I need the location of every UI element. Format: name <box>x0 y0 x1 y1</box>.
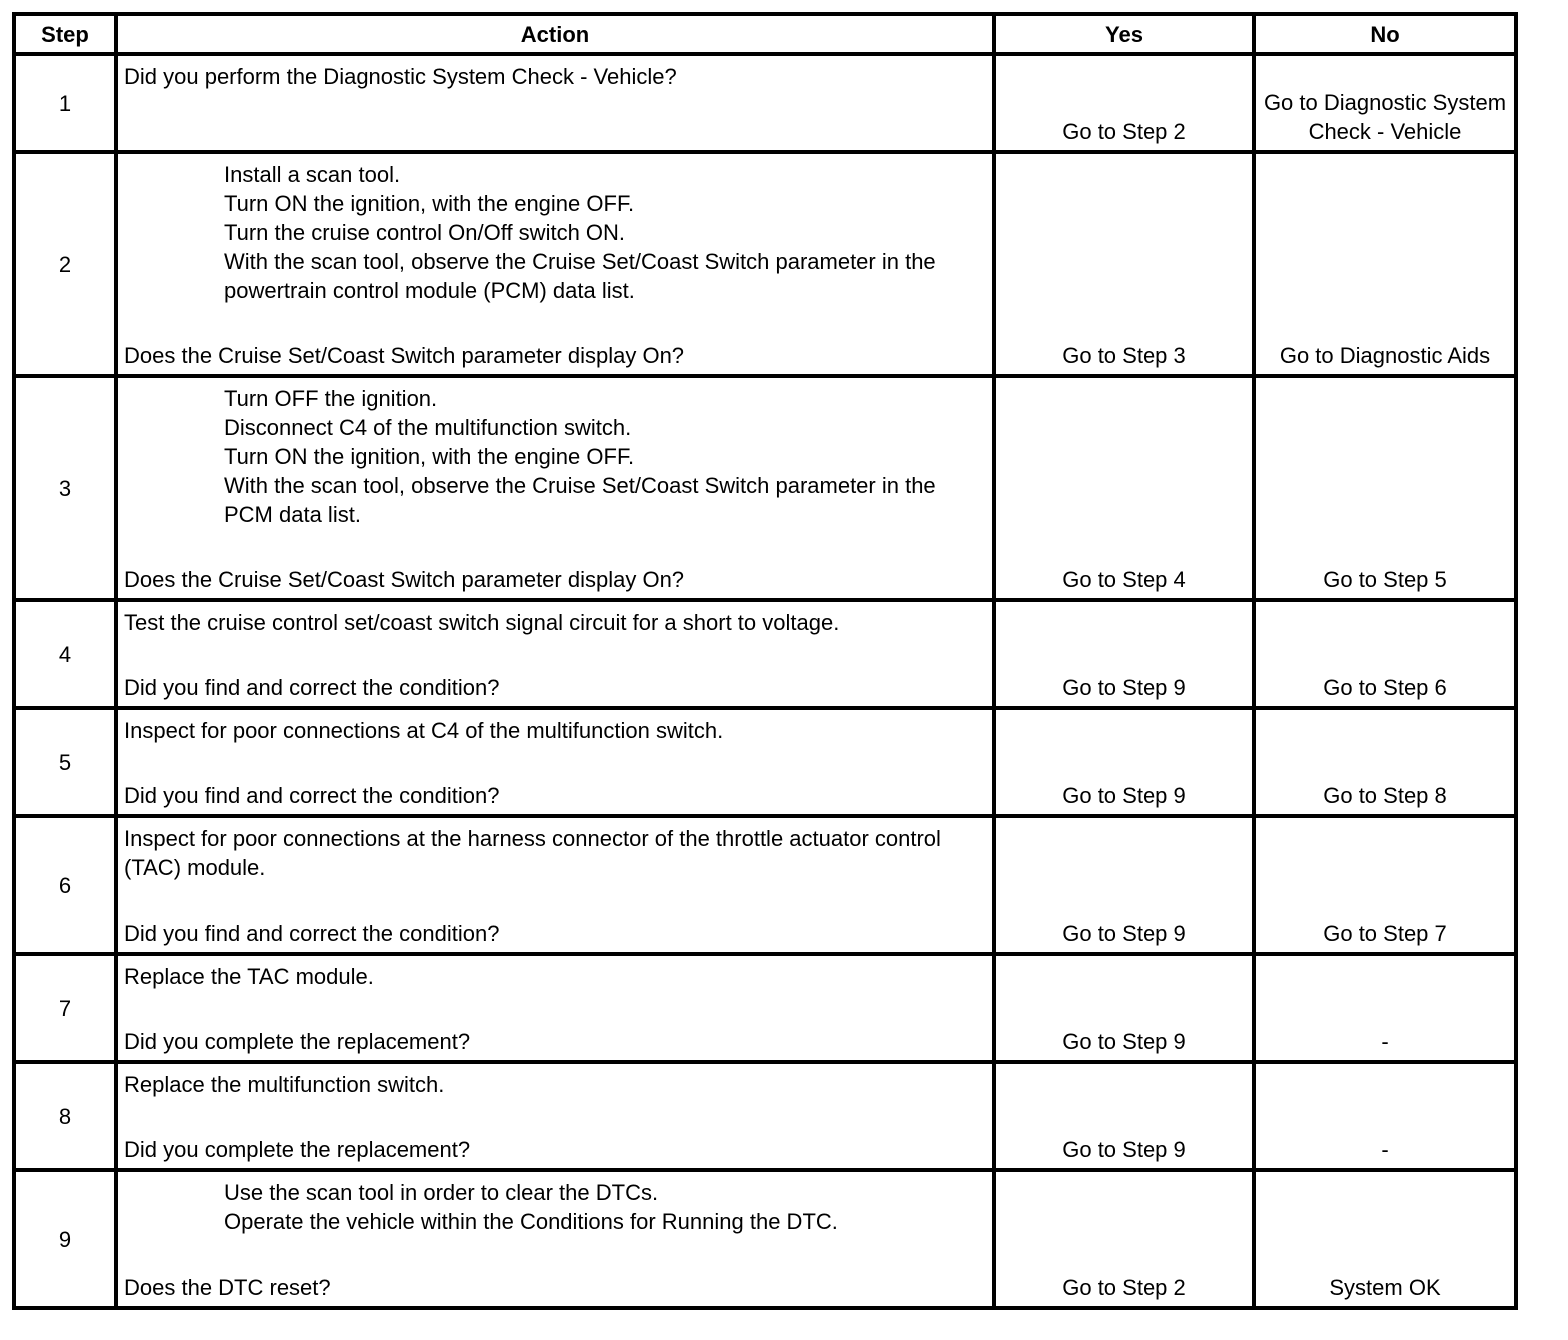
question-text: Did you find and correct the condition? <box>124 921 500 946</box>
instruction-line: Turn the cruise control On/Off switch ON. <box>224 220 626 245</box>
instruction-line: Did you perform the Diagnostic System Check - Vehicle? <box>124 64 677 89</box>
no-result: - <box>1254 954 1516 1062</box>
instruction-line: With the scan tool, observe the Cruise Set/Coast Switch parameter in the PCM data list. <box>224 473 936 527</box>
header-no: No <box>1254 14 1516 54</box>
no-result: - <box>1254 1062 1516 1170</box>
yes-result: Go to Step 9 <box>994 816 1254 954</box>
step-number: 3 <box>14 376 116 600</box>
diagnostic-table <box>12 12 1518 1310</box>
action-cell <box>116 1170 994 1308</box>
question-text: Did you complete the replacement? <box>124 1137 471 1162</box>
action-cell <box>116 1062 994 1170</box>
instruction-block <box>124 1178 988 1236</box>
table-row <box>14 1062 1516 1170</box>
step-number: 8 <box>14 1062 116 1170</box>
no-result: Go to Step 7 <box>1254 816 1516 954</box>
instruction-block <box>124 62 988 91</box>
table-row <box>14 376 1516 600</box>
yes-result: Go to Step 9 <box>994 1062 1254 1170</box>
instruction-block <box>124 716 988 745</box>
question-text: Did you find and correct the condition? <box>124 783 500 808</box>
instruction-line: Install a scan tool. <box>224 162 401 187</box>
action-cell <box>116 376 994 600</box>
step-number: 9 <box>14 1170 116 1308</box>
action-cell <box>116 600 994 708</box>
table-row <box>14 816 1516 954</box>
instruction-block <box>124 608 988 637</box>
instruction-line: Use the scan tool in order to clear the DTCs. <box>224 1180 659 1205</box>
no-result: Go to Step 6 <box>1254 600 1516 708</box>
step-number: 1 <box>14 54 116 152</box>
yes-result: Go to Step 3 <box>994 152 1254 376</box>
no-result: System OK <box>1254 1170 1516 1308</box>
step-number: 7 <box>14 954 116 1062</box>
yes-result: Go to Step 9 <box>994 600 1254 708</box>
instruction-line: Turn ON the ignition, with the engine OFF. <box>224 191 635 216</box>
action-cell <box>116 816 994 954</box>
instruction-line: Turn OFF the ignition. <box>224 386 438 411</box>
action-cell <box>116 708 994 816</box>
table-row <box>14 600 1516 708</box>
instruction-block <box>124 160 988 305</box>
instruction-line: Inspect for poor connections at C4 of the multifunction switch. <box>124 718 724 743</box>
yes-result: Go to Step 4 <box>994 376 1254 600</box>
yes-result: Go to Step 2 <box>994 1170 1254 1308</box>
instruction-line: Test the cruise control set/coast switch signal circuit for a short to voltage. <box>124 610 840 635</box>
step-number: 4 <box>14 600 116 708</box>
no-result: Go to Step 8 <box>1254 708 1516 816</box>
step-number: 5 <box>14 708 116 816</box>
instruction-line: Disconnect C4 of the multifunction switch. <box>224 415 632 440</box>
yes-result: Go to Step 9 <box>994 954 1254 1062</box>
header-row <box>14 14 1516 54</box>
no-result: Go to Diagnostic System Check - Vehicle <box>1254 54 1516 152</box>
question-text: Did you complete the replacement? <box>124 1029 471 1054</box>
instruction-line: With the scan tool, observe the Cruise Set/Coast Switch parameter in the powertrain control module (PCM) data list. <box>224 249 936 303</box>
instruction-line: Inspect for poor connections at the harness connector of the throttle actuator control (TAC) module. <box>124 826 941 880</box>
question-text: Does the DTC reset? <box>124 1275 331 1300</box>
question-text: Does the Cruise Set/Coast Switch parameter display On? <box>124 567 685 592</box>
yes-result: Go to Step 9 <box>994 708 1254 816</box>
table-row <box>14 54 1516 152</box>
action-cell <box>116 954 994 1062</box>
header-step: Step <box>14 14 116 54</box>
question-text: Did you find and correct the condition? <box>124 675 500 700</box>
no-result: Go to Diagnostic Aids <box>1254 152 1516 376</box>
table-row <box>14 708 1516 816</box>
header-yes: Yes <box>994 14 1254 54</box>
instruction-line: Replace the TAC module. <box>124 964 374 989</box>
no-result: Go to Step 5 <box>1254 376 1516 600</box>
instruction-block <box>124 384 988 529</box>
table-row <box>14 152 1516 376</box>
table-row <box>14 954 1516 1062</box>
action-cell <box>116 54 994 152</box>
yes-result: Go to Step 2 <box>994 54 1254 152</box>
instruction-block <box>124 1070 988 1099</box>
action-cell <box>116 152 994 376</box>
instruction-block <box>124 824 988 882</box>
header-action: Action <box>116 14 994 54</box>
step-number: 6 <box>14 816 116 954</box>
table-row <box>14 1170 1516 1308</box>
instruction-line: Operate the vehicle within the Conditions for Running the DTC. <box>224 1209 838 1234</box>
instruction-line: Turn ON the ignition, with the engine OFF. <box>224 444 635 469</box>
instruction-block <box>124 962 988 991</box>
step-number: 2 <box>14 152 116 376</box>
instruction-line: Replace the multifunction switch. <box>124 1072 445 1097</box>
question-text: Does the Cruise Set/Coast Switch parameter display On? <box>124 343 685 368</box>
